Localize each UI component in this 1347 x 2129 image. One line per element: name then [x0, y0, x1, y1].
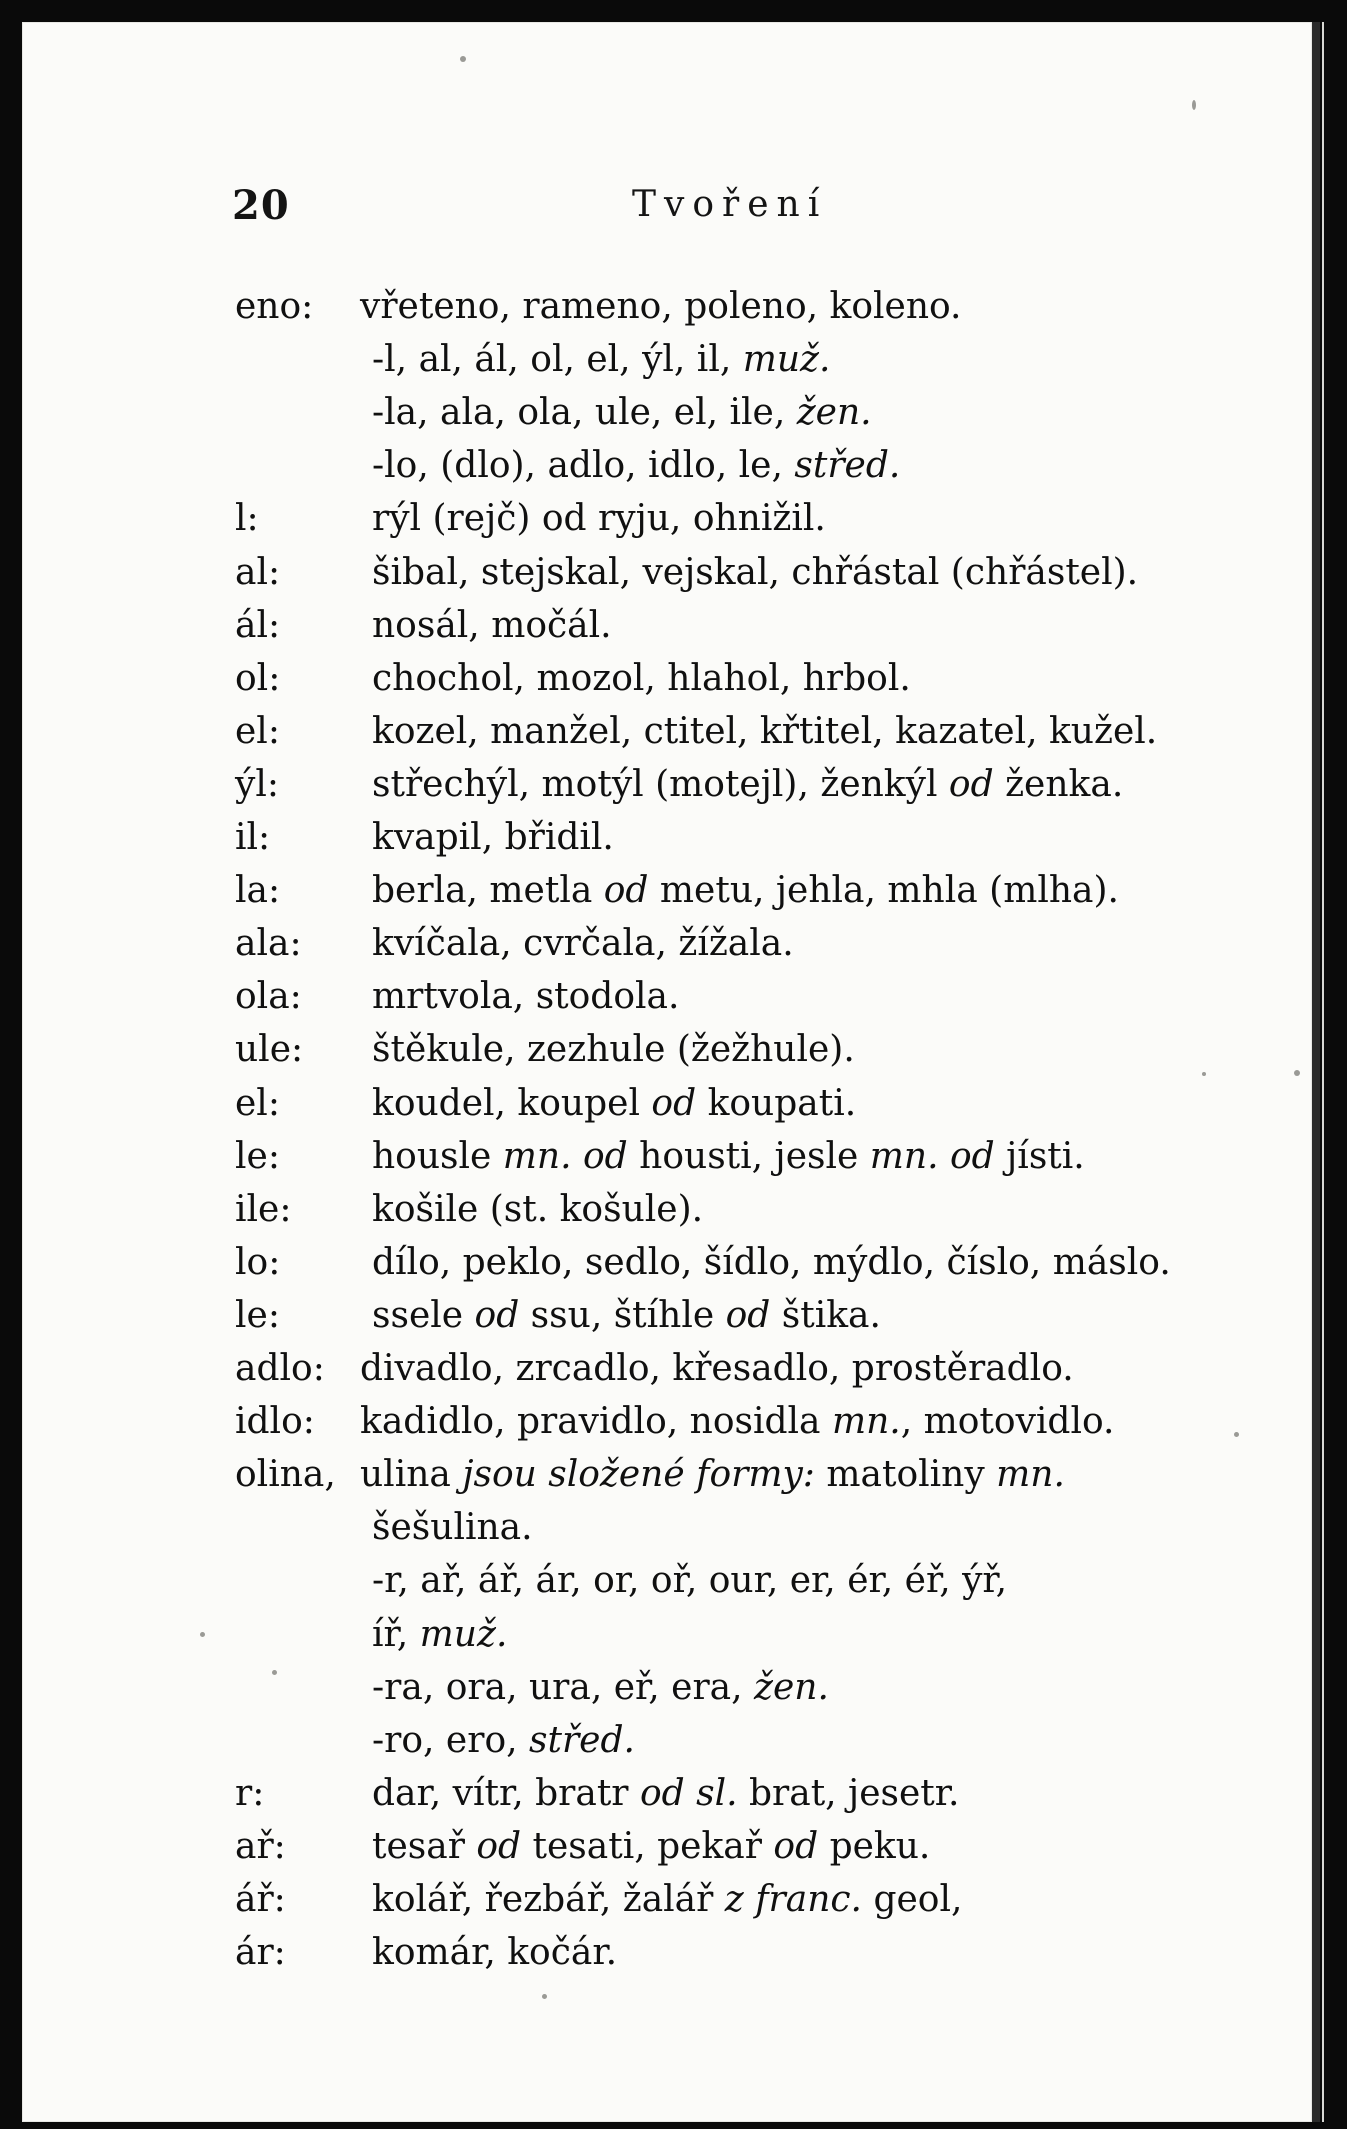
entry-row — [22, 599, 1312, 652]
entry-row — [22, 811, 1312, 864]
entry-row — [22, 1448, 1312, 1501]
entry-row — [22, 1130, 1312, 1183]
entry-row — [22, 1077, 1312, 1130]
entry-text: košile (st. košule). — [372, 1188, 704, 1230]
entry-text: kolář, řezbář, žalář — [372, 1879, 725, 1920]
entry-abbreviation: od — [651, 1082, 697, 1124]
entry-row — [22, 333, 1312, 386]
entry-text: íř, — [372, 1613, 420, 1655]
entry-examples — [372, 1501, 533, 1554]
entry-suffix: ař: — [235, 1825, 286, 1867]
entry-suffix: el: — [235, 710, 280, 752]
entry-text: kadidlo, pravidlo, nosidla — [360, 1401, 832, 1443]
entry-examples — [372, 492, 826, 545]
entry-text: tesati, pekař — [521, 1825, 774, 1867]
paper-speck — [542, 1994, 547, 1999]
entry-text: vřeteno, rameno, poleno, koleno. — [360, 286, 962, 327]
entry-row — [22, 917, 1312, 970]
entry-examples — [372, 1926, 617, 1979]
entry-suffix: le: — [235, 1294, 280, 1336]
entry-abbreviation: od — [773, 1825, 819, 1867]
entry-abbreviation: od — [949, 1135, 995, 1177]
entry-examples — [372, 917, 794, 970]
entry-examples — [372, 652, 911, 705]
entry-examples — [360, 1395, 1114, 1448]
entry-suffix: l: — [235, 498, 259, 540]
entry-abbreviation: mn. — [502, 1135, 572, 1177]
entry-examples — [372, 1077, 856, 1130]
entry-examples — [372, 1236, 1171, 1289]
entry-examples — [372, 1289, 881, 1342]
entry-abbreviation: mn. — [869, 1135, 939, 1177]
entry-abbreviation: od — [725, 1294, 771, 1336]
paper-speck — [200, 1632, 205, 1637]
entry-text: kvíčala, cvrčala, žížala. — [372, 923, 794, 965]
entry-row — [22, 1926, 1312, 1979]
page-edge-line — [1322, 22, 1324, 2122]
entry-suffix: eno: — [235, 286, 314, 327]
entry-examples — [372, 864, 1119, 917]
page-number: 20 — [232, 182, 290, 229]
entry-examples — [360, 280, 962, 333]
entry-suffix: olina, — [235, 1454, 336, 1496]
page-header — [22, 182, 1312, 232]
entry-text: ulina — [360, 1454, 463, 1496]
entry-suffix: ář: — [235, 1879, 286, 1920]
entry-suffix: idlo: — [235, 1401, 315, 1443]
entry-row — [22, 864, 1312, 917]
entry-row — [22, 1395, 1312, 1448]
entry-row — [22, 439, 1312, 492]
entry-row — [22, 1554, 1312, 1607]
entry-examples — [372, 1873, 962, 1926]
entry-text: matoliny — [814, 1454, 997, 1496]
entry-examples — [372, 386, 872, 439]
entry-row — [22, 1342, 1312, 1395]
entry-row — [22, 1023, 1312, 1076]
entry-row — [22, 1501, 1312, 1554]
entry-row — [22, 1661, 1312, 1714]
entry-abbreviation: muž. — [419, 1613, 508, 1655]
entry-text: -l, al, ál, ol, el, ýl, il, — [372, 339, 743, 381]
entry-text: ssele — [372, 1294, 475, 1336]
entry-text: rýl (rejč) od ryju, ohnižil. — [372, 498, 826, 540]
entry-abbreviation: střed. — [794, 445, 901, 487]
entry-suffix: ál: — [235, 604, 281, 646]
entry-text: -r, ař, ář, ár, or, oř, our, er, ér, éř, ýř, — [372, 1560, 1008, 1602]
entry-suffix: il: — [235, 817, 271, 858]
entry-text: -lo, (dlo), adlo, idlo, le, — [372, 445, 795, 487]
entry-text: komár, kočár. — [372, 1932, 618, 1974]
entry-suffix: adlo: — [235, 1348, 325, 1389]
entry-text: štika. — [770, 1294, 881, 1336]
entry-suffix: ule: — [235, 1029, 304, 1071]
entry-abbreviation: žen. — [754, 1666, 829, 1708]
entry-suffix: le: — [235, 1135, 280, 1177]
entry-row — [22, 280, 1312, 333]
entry-row — [22, 492, 1312, 545]
entry-row — [22, 758, 1312, 811]
entry-text: kozel, manžel, ctitel, křtitel, kazatel, kužel. — [372, 710, 1158, 752]
entry-abbreviation: muž. — [742, 339, 831, 381]
entry-text: housle — [372, 1135, 503, 1177]
entry-text: nosál, močál. — [372, 604, 612, 646]
entry-text: brat, jesetr. — [737, 1772, 960, 1814]
entry-examples — [372, 1183, 703, 1236]
entry-examples — [372, 546, 1138, 599]
entry-row — [22, 652, 1312, 705]
entry-suffix: ýl: — [235, 763, 279, 805]
entry-text: mrtvola, stodola. — [372, 976, 680, 1018]
entry-suffix: la: — [235, 870, 281, 912]
entry-text: koudel, koupel — [372, 1082, 652, 1124]
paper-speck — [1294, 1070, 1300, 1076]
entry-text — [572, 1136, 583, 1177]
entry-text: tesař — [372, 1825, 477, 1867]
entry-abbreviation: od — [603, 870, 649, 912]
paper-speck — [1202, 1072, 1206, 1076]
entry-row — [22, 1236, 1312, 1289]
entry-examples — [372, 705, 1157, 758]
entry-row — [22, 970, 1312, 1023]
entry-abbreviation: z franc. — [724, 1879, 862, 1920]
entry-text: divadlo, zrcadlo, křesadlo, prostěradlo. — [360, 1348, 1074, 1389]
entry-examples — [372, 1130, 1085, 1183]
entry-text: chochol, mozol, hlahol, hrbol. — [372, 657, 911, 699]
entry-examples — [360, 1448, 1065, 1501]
entry-text: kvapil, břidil. — [372, 817, 614, 858]
page-edge-shadow — [1312, 22, 1320, 2122]
entry-examples — [372, 970, 679, 1023]
paper-speck — [1192, 100, 1196, 110]
entry-text: , motovidlo. — [900, 1401, 1115, 1443]
entry-text: ženka. — [993, 763, 1124, 805]
entry-text: šešulina. — [372, 1507, 533, 1549]
entry-row — [22, 1820, 1312, 1873]
paper-speck — [1234, 1432, 1239, 1437]
entry-text: metu, jehla, mhla (mlha). — [648, 870, 1119, 912]
entry-row — [22, 705, 1312, 758]
entry-abbreviation: od — [476, 1825, 522, 1867]
entry-abbreviation: od sl. — [639, 1772, 738, 1814]
entry-examples — [372, 758, 1123, 811]
entry-suffix: ola: — [235, 976, 302, 1018]
running-title: Tvoření — [632, 184, 828, 225]
entry-examples — [372, 333, 830, 386]
entry-suffix: ile: — [235, 1188, 292, 1230]
entry-row — [22, 386, 1312, 439]
entry-row — [22, 1608, 1312, 1661]
entry-examples — [372, 439, 900, 492]
entry-abbreviation: jsou složené formy: — [462, 1454, 815, 1496]
entry-row — [22, 546, 1312, 599]
entry-text — [939, 1136, 950, 1177]
entry-text: berla, metla — [372, 870, 604, 912]
entry-text: dar, vítr, bratr — [372, 1772, 640, 1814]
book-page — [22, 22, 1312, 2122]
entry-text: jísti. — [994, 1135, 1085, 1177]
entry-suffix: r: — [235, 1772, 265, 1814]
entry-text: -ro, ero, — [372, 1719, 530, 1761]
entry-suffix: el: — [235, 1082, 280, 1124]
entry-suffix: ol: — [235, 657, 281, 699]
entry-examples — [372, 1820, 930, 1873]
entry-text: peku. — [818, 1825, 931, 1867]
entry-suffix: ár: — [235, 1932, 286, 1974]
entry-text: -la, ala, ola, ule, el, ile, — [372, 392, 797, 434]
entry-examples — [372, 1714, 635, 1767]
entry-examples — [372, 1767, 959, 1820]
entry-suffix: al: — [235, 551, 281, 593]
entry-row — [22, 1767, 1312, 1820]
entry-examples — [372, 1661, 829, 1714]
entry-text: koupati. — [696, 1082, 857, 1124]
entry-row — [22, 1183, 1312, 1236]
entry-row — [22, 1714, 1312, 1767]
entry-examples — [372, 1554, 1007, 1607]
entry-abbreviation: mn. — [996, 1454, 1065, 1496]
entry-abbreviation: mn. — [831, 1401, 901, 1443]
entry-examples — [372, 599, 612, 652]
entry-text: -ra, ora, ura, eř, era, — [372, 1666, 755, 1708]
entry-suffix: lo: — [235, 1241, 281, 1283]
entry-abbreviation: žen. — [796, 392, 872, 434]
entry-abbreviation: od — [474, 1294, 520, 1336]
entry-text: štěkule, zezhule (žežhule). — [372, 1029, 855, 1071]
entry-text: geol, — [862, 1879, 963, 1920]
entry-suffix: ala: — [235, 923, 302, 965]
entry-abbreviation: od — [583, 1135, 628, 1177]
entry-row — [22, 1873, 1312, 1926]
entry-examples — [372, 1608, 507, 1661]
entry-text: dílo, peklo, sedlo, šídlo, mýdlo, číslo, máslo. — [372, 1241, 1171, 1283]
entry-abbreviation: od — [948, 763, 994, 805]
entry-abbreviation: střed. — [529, 1719, 635, 1761]
entry-text: housti, jesle — [627, 1135, 870, 1177]
entry-examples — [372, 1023, 855, 1076]
entry-row — [22, 1289, 1312, 1342]
entry-text: šibal, stejskal, vejskal, chřástal (chřástel). — [372, 551, 1139, 593]
paper-speck — [272, 1670, 277, 1675]
entry-text: střechýl, motýl (motejl), ženkýl — [372, 763, 949, 805]
entry-examples — [360, 1342, 1074, 1395]
paper-speck — [460, 56, 466, 62]
entry-text: ssu, štíhle — [519, 1294, 726, 1336]
entry-examples — [372, 811, 614, 864]
